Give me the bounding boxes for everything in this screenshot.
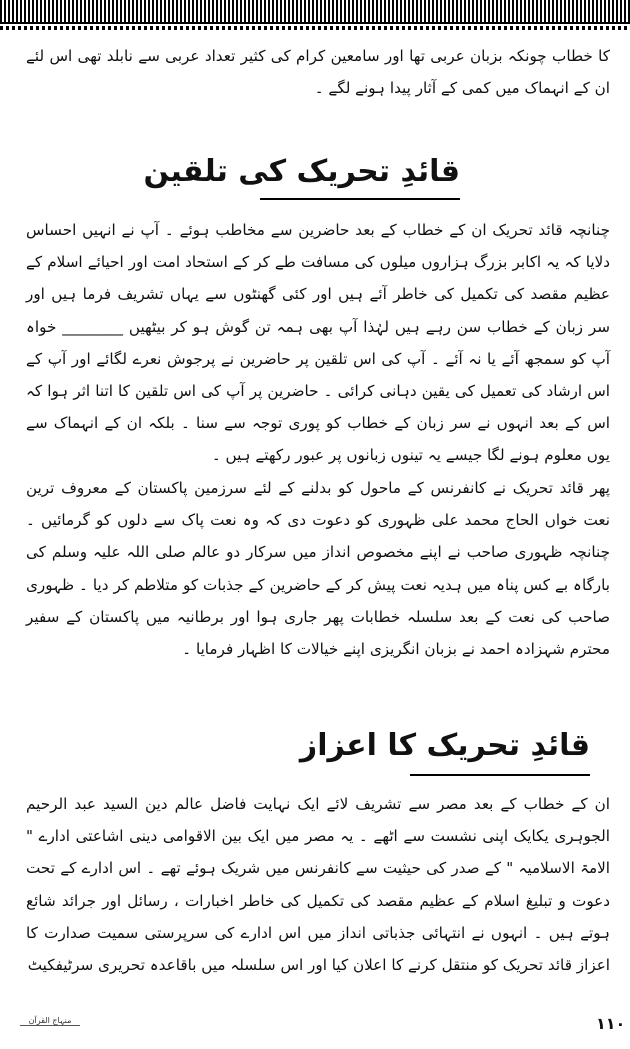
heading-aizaz: قائدِ تحریک کا اعزاز xyxy=(299,728,590,763)
page-body xyxy=(26,40,610,981)
paragraph-naat: پھر قائد تحریک نے کانفرنس کے ماحول کو بدلنے کے لئے سرزمین پاکستان کے معروف ترین نعت خواں الحاج محمد علی ظہوری کو دعوت دی کہ وہ نعت پاک سے دلوں کو گرمائیں ۔ چنانچہ ظہوری صاحب نے اپنے مخصوص انداز میں سرکار دو عالم صلی اللہ علیہ وسلم کی بارگاہ بے کس پناہ میں ہدیہ نعت پیش کر کے حاضرین کے جذبات کو متلاطم کر دیا ۔ ظہوری صاحب کی نعت کے بعد سلسلہ خطابات پھر جاری ہوا اور برطانیہ میں پاکستان کے سفیر محترم شہزادہ احمد نے بزبان انگریزی اپنے خیالات کا اظہار فرمایا ۔ xyxy=(26,479,610,659)
heading-underline xyxy=(260,198,460,200)
footer-logo-mark: منہاج القرآن xyxy=(20,1016,80,1026)
paragraph-talqeen: چنانچہ قائد تحریک ان کے خطاب کے بعد حاضرین سے مخاطب ہوئے ۔ آپ نے انہیں احساس دلایا کہ یہ اکابر بزرگ ہزاروں میلوں کی مسافت طے کر کے استحاد امت اور احیائے اسلام کے عظیم مقصد کی تکمیل کی خاطر آئے ہیں اور کئی گھنٹوں سے یہاں تشریف فرما ہیں اور سر زبان کے خطاب سن رہے ہیں لہٰذا آپ بھی ہمہ تن گوش ہو کر بیٹھیں ________ خواہ آپ کو سمجھ آئے یا نہ آئے ۔ آپ کی اس تلقین پر حاضرین نے پرجوش نعرے لگائے اور آپ کے اس ارشاد کی تعمیل کی یقین دہانی کرائی ۔ حاضرین پر آپ کی اس تلقین کا اتنا اثر ہوا کہ اس کے بعد انہوں نے سر زبان کے خطاب کو پوری توجہ سے سنا ۔ بلکہ ان کے انہماک سے یوں معلوم ہونے لگا جیسے یہ تینوں زبانوں پر عبور رکھتے ہیں ۔ xyxy=(26,221,610,465)
heading-underline xyxy=(410,774,590,776)
section-heading-talqeen xyxy=(26,128,610,214)
paragraph-intro: کا خطاب چونکہ بزبان عربی تھا اور سامعین کرام کی کثیر تعداد عربی سے نابلد تھی اس لئے ان کے انہماک میں کمی کے آثار پیدا ہونے لگے ۔ xyxy=(26,47,610,98)
page-number: ۱۱۰ xyxy=(596,1014,626,1033)
heading-talqeen: قائدِ تحریک کی تلقین xyxy=(143,154,460,189)
paragraph-aizaz: ان کے خطاب کے بعد مصر سے تشریف لائے ایک نہایت فاضل عالم دین السید عبد الرحیم الجوہری یکایک اپنی نشست سے اٹھے ۔ یہ مصر میں ایک بین الاقوامی دینی اشاعتی ادارے " الامۃ الاسلامیہ " کے صدر کی حیثیت سے کانفرنس میں شریک ہوئے تھے ۔ اس ادارے کے تحت دعوت و تبلیغ اسلام کے عظیم مقصد کی تکمیل کی خاطر اخبارات ، رسائل اور جرائد شائع ہوتے ہیں ۔ انہوں نے انتہائی جذباتی انداز میں اس ادارے کی سرپرستی سمیت صدارت کا اعزاز قائد تحریک کو منتقل کرنے کا اعلان کیا اور اس سلسلہ میں باقاعدہ تحریری سرٹیفکیٹ xyxy=(26,795,610,975)
decorative-top-border xyxy=(0,0,630,24)
section-heading-aizaz xyxy=(26,698,610,788)
